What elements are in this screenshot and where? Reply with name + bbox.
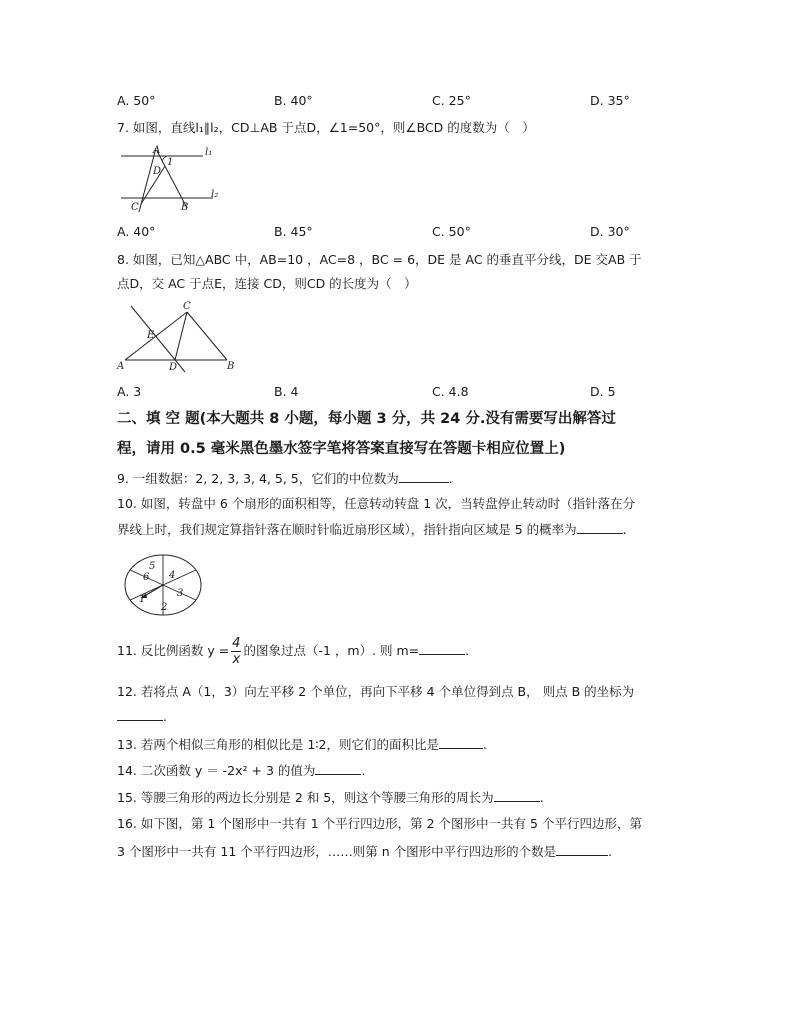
q8-label-a: A — [117, 361, 125, 372]
q14-answer-blank — [315, 762, 361, 775]
q8-figure — [117, 298, 242, 376]
q11-suffix: 的图象过点（-1 ，m）. 则 m= — [243, 643, 420, 658]
q13-answer-blank — [439, 736, 483, 749]
q14-text: 14. 二次函数 y ＝ -2x² + 3 的值为 — [117, 763, 316, 778]
q8-stem-line-2: 点D，交 AC 于点E，连接 CD，则CD 的长度为（ ） — [117, 276, 417, 291]
q13 — [117, 735, 487, 753]
q10-spinner — [123, 553, 203, 617]
q6-option-d: D. 35° — [590, 93, 630, 108]
q15-answer-blank — [494, 789, 540, 802]
q7-option-c: C. 50° — [432, 224, 471, 239]
q7-figure — [117, 140, 227, 218]
q6-option-a: A. 50° — [117, 93, 156, 108]
spinner-sector-3: 3 — [177, 588, 184, 599]
spinner-sector-6: 6 — [143, 572, 150, 583]
q11-answer-blank — [419, 642, 465, 655]
spinner-sector-1: 1 — [139, 594, 146, 605]
q16-line-2 — [117, 842, 612, 860]
q15-text: 15. 等腰三角形的两边长分别是 2 和 5，则这个等腰三角形的周长为 — [117, 790, 494, 805]
q11-prefix: 11. 反比例函数 y = — [117, 643, 230, 658]
q7-label-d: D — [153, 166, 162, 177]
q9-text: 9. 一组数据：2, 2, 3, 3, 4, 5, 5，它们的中位数为 — [117, 471, 399, 486]
q7-label-l2: l₂ — [211, 189, 219, 200]
q16-answer-blank — [556, 843, 608, 856]
q9 — [117, 469, 453, 487]
q12-line-1: 12. 若将点 A（1，3）向左平移 2 个单位，再向下平移 4 个单位得到点 B， 则点 B 的坐标为 — [117, 684, 635, 699]
q10-line-1: 10. 如图，转盘中 6 个扇形的面积相等，任意转动转盘 1 次，当转盘停止转动时（指针落在分 — [117, 496, 636, 511]
q6-option-b: B. 40° — [274, 93, 313, 108]
q11-fraction-numerator: 4 — [232, 636, 241, 651]
q7-option-d: D. 30° — [590, 224, 630, 239]
q11 — [117, 633, 469, 669]
spinner-sector-2: 2 — [161, 602, 168, 613]
q7-label-l1: l₁ — [205, 147, 213, 158]
q13-text: 13. 若两个相似三角形的相似比是 1∶2，则它们的面积比是 — [117, 737, 439, 752]
q16-line-1: 16. 如下图，第 1 个图形中一共有 1 个平行四边形，第 2 个图形中一共有 5 个平行四边形，第 — [117, 816, 642, 831]
q8-label-e: E — [147, 330, 155, 341]
q10-answer-blank — [577, 521, 623, 534]
q16-end: . — [608, 844, 613, 859]
q14-end: . — [361, 763, 366, 778]
q8-label-c: C — [183, 301, 191, 312]
q7-label-angle1: 1 — [167, 157, 174, 168]
q12-answer-blank — [117, 708, 163, 721]
q16-text: 3 个图形中一共有 11 个平行四边形，……则第 n 个图形中平行四边形的个数是 — [117, 844, 557, 859]
q14 — [117, 761, 365, 779]
q7-label-c: C — [131, 202, 139, 213]
q8-segment-cd — [175, 312, 187, 360]
q13-end: . — [483, 737, 487, 752]
q8-option-d: D. 5 — [590, 384, 616, 399]
q8-option-a: A. 3 — [117, 384, 142, 399]
q7-label-b: B — [181, 202, 189, 213]
q8-label-b: B — [227, 361, 235, 372]
q11-fraction — [231, 637, 241, 666]
spinner-sector-5: 5 — [149, 561, 156, 572]
q11-fraction-denominator: x — [232, 652, 241, 667]
section-2-heading-line-1: 二、填 空 题(本大题共 8 小题，每小题 3 分，共 24 分.没有需要写出解答过 — [117, 411, 616, 427]
section-2-heading-line-2: 程，请用 0.5 毫米黑色墨水签字笔将答案直接写在答题卡相应位置上) — [117, 441, 566, 457]
q12-line-2 — [117, 708, 167, 724]
q9-end: . — [448, 471, 453, 486]
q9-answer-blank — [399, 470, 449, 483]
q6-option-c: C. 25° — [432, 93, 471, 108]
q7-option-a: A. 40° — [117, 224, 156, 239]
q10-end: . — [622, 522, 627, 537]
q8-option-b: B. 4 — [274, 384, 299, 399]
q8-option-c: C. 4.8 — [432, 384, 469, 399]
q7-stem: 7. 如图，直线l₁∥l₂，CD⊥AB 于点D，∠1=50°，则∠BCD 的度数为（ ） — [117, 120, 535, 135]
q11-end: . — [465, 643, 470, 658]
spinner-sector-4: 4 — [169, 570, 176, 581]
q10-line-2 — [117, 520, 627, 538]
q8-label-d: D — [169, 362, 178, 373]
q15-end: . — [539, 790, 544, 805]
q10-text: 界线上时，我们规定算指针落在顺时针临近扇形区域），指针指向区域是 5 的概率为 — [117, 522, 577, 537]
q7-option-b: B. 45° — [274, 224, 313, 239]
q8-stem-line-1: 8. 如图，已知△ABC 中，AB=10 ，AC=8 ，BC = 6，DE 是 AC 的垂直平分线，DE 交AB 于 — [117, 252, 642, 267]
q12-end: . — [163, 709, 167, 724]
q7-label-a: A — [153, 145, 161, 156]
q15 — [117, 788, 544, 806]
q8-side-bc — [187, 312, 227, 360]
